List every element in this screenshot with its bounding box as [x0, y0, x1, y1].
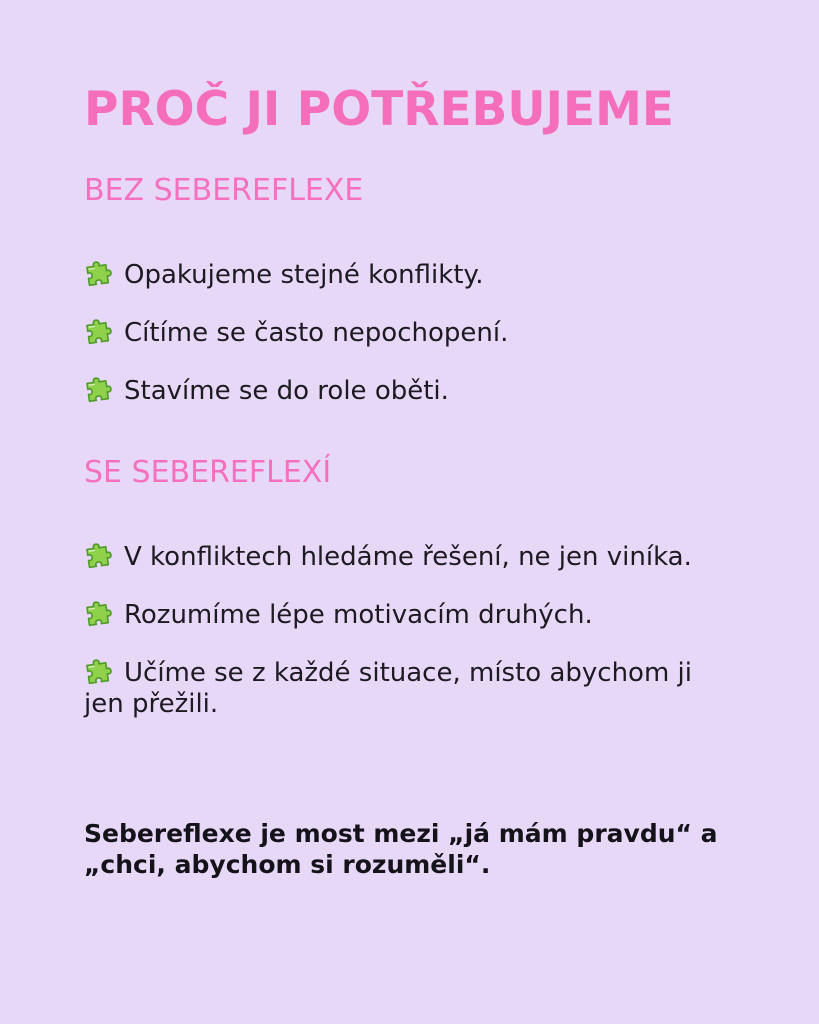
list-item-text: Rozumíme lépe motivacím druhých. — [124, 600, 593, 630]
list-item — [84, 658, 724, 720]
list-item-text: V konfliktech hledáme řešení, ne jen viníka. — [124, 542, 692, 572]
list-without-reflection — [84, 260, 724, 434]
puzzle-piece-icon — [84, 601, 116, 627]
list-with-reflection — [84, 542, 724, 747]
list-item — [84, 260, 724, 291]
puzzle-piece-icon — [84, 261, 116, 287]
puzzle-piece-icon — [84, 659, 116, 685]
page-title: PROČ JI POTŘEBUJEME — [84, 82, 675, 137]
page-content — [84, 0, 764, 1024]
list-item — [84, 376, 724, 407]
closing-statement: Sebereflexe je most mezi „já mám pravdu“ a „chci, abychom si rozuměli“. — [84, 819, 718, 879]
puzzle-piece-icon — [84, 543, 116, 569]
section-heading-with-reflection: SE SEBEREFLEXÍ — [84, 455, 332, 490]
list-item — [84, 542, 724, 573]
list-item — [84, 600, 724, 631]
list-item-text: Stavíme se do role oběti. — [124, 376, 449, 406]
list-item-text: Učíme se z každé situace, místo abychom ji jen přežili. — [84, 658, 693, 719]
puzzle-piece-icon — [84, 319, 116, 345]
section-heading-without-reflection: BEZ SEBEREFLEXE — [84, 173, 364, 208]
puzzle-piece-icon — [84, 377, 116, 403]
list-item — [84, 318, 724, 349]
list-item-text: Opakujeme stejné konflikty. — [124, 260, 484, 290]
list-item-text: Cítíme se často nepochopení. — [124, 318, 509, 348]
